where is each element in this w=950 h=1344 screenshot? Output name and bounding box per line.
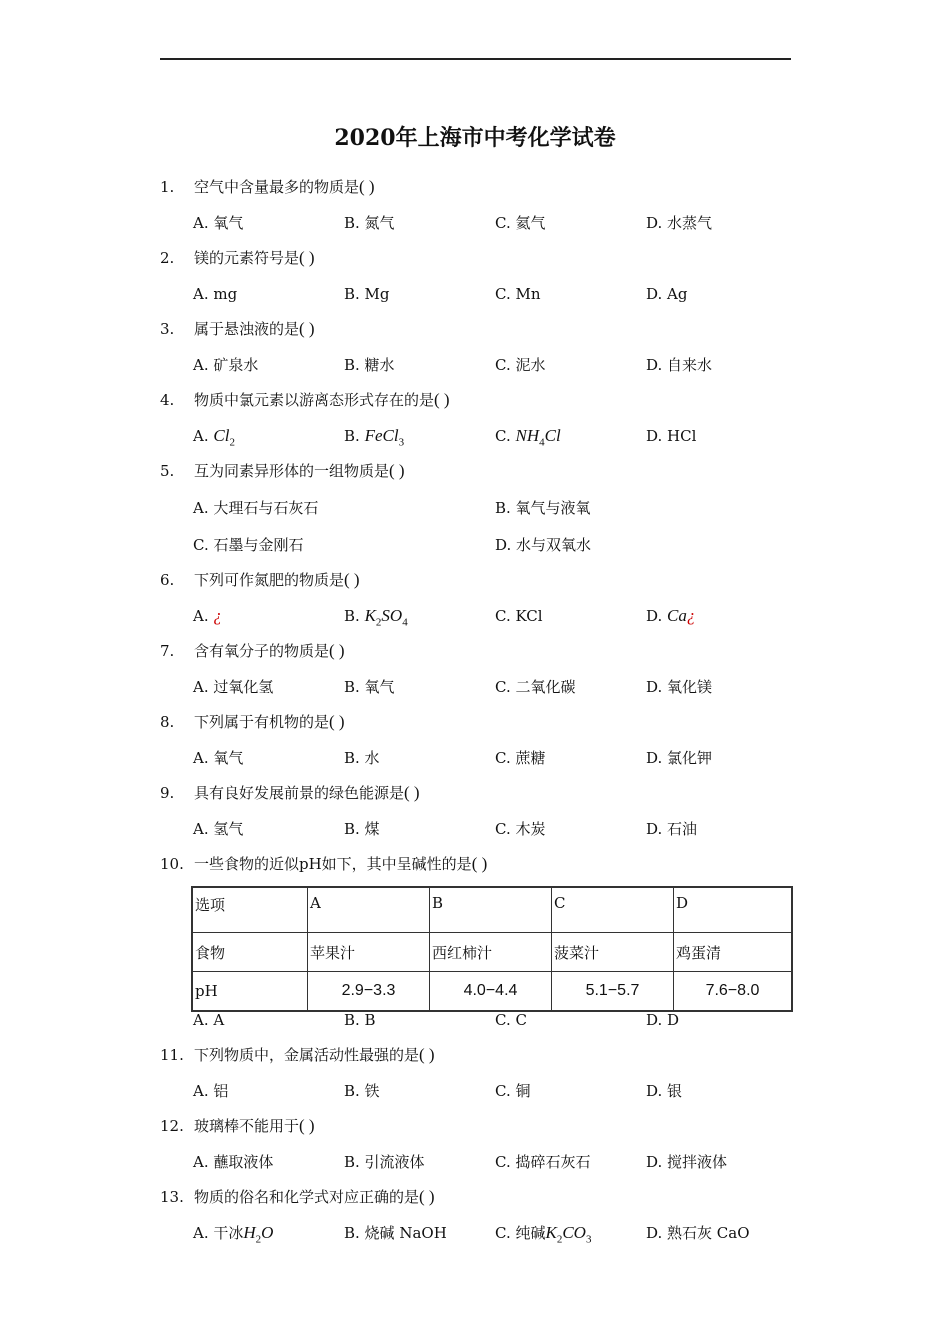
question-13: 13. 物质的俗名和化学式对应正确的是( ) <box>160 1187 435 1206</box>
formula-k2co3: $K_2CO_3$ <box>545 1223 592 1246</box>
option-a[interactable]: A. 氧气 <box>193 749 244 767</box>
option-d[interactable]: D. 熟石灰 CaO <box>646 1224 750 1242</box>
option-a[interactable]: A. 大理石与石灰石 <box>193 499 319 517</box>
table-row: pH 2.9−3.3 4.0−4.4 5.1−5.7 7.6−8.0 <box>192 972 792 1012</box>
question-9: 9. 具有良好发展前景的绿色能源是( ) <box>160 783 420 802</box>
option-c[interactable]: C. 石墨与金刚石 <box>193 536 304 554</box>
option-d[interactable]: D. D <box>646 1011 680 1029</box>
question-2: 2. 镁的元素符号是( ) <box>160 248 315 267</box>
option-d[interactable]: D. 水蒸气 <box>646 214 713 232</box>
option-b[interactable]: B. 水 <box>344 749 380 767</box>
option-b[interactable]: B. 氧气 <box>344 678 395 696</box>
option-a[interactable]: A. 干冰$H_2O$ <box>193 1223 274 1246</box>
option-d[interactable]: D. 自来水 <box>646 356 713 374</box>
table-row: 食物 苹果汁 西红柿汁 菠菜汁 鸡蛋清 <box>192 933 792 972</box>
option-b[interactable]: B. 氮气 <box>344 214 395 232</box>
option-c[interactable]: C. 二氧化碳 <box>495 678 576 696</box>
option-d[interactable]: D. Ca¿ <box>646 606 696 625</box>
question-5: 5. 互为同素异形体的一组物质是( ) <box>160 461 405 480</box>
ph-table <box>191 886 793 1012</box>
question-10: 10. 一些食物的近似pH如下，其中呈碱性的是( ) <box>160 854 488 873</box>
option-c[interactable]: C. Mn <box>495 285 541 303</box>
question-8: 8. 下列属于有机物的是( ) <box>160 712 345 731</box>
option-d[interactable]: D. HCl <box>646 427 697 445</box>
option-b[interactable]: B. $K_2SO_4$ <box>344 606 408 629</box>
option-d[interactable]: D. 搅拌液体 <box>646 1153 728 1171</box>
option-c[interactable]: C. 氦气 <box>495 214 546 232</box>
option-a[interactable]: A. 过氧化氢 <box>193 678 274 696</box>
formula-h2o: $H_2O$ <box>243 1223 274 1246</box>
header-rule <box>160 58 791 60</box>
formula-k2so4: $K_2SO_4$ <box>364 606 408 629</box>
question-3: 3. 属于悬浊液的是( ) <box>160 319 315 338</box>
option-b[interactable]: B. FeCl$_3$ <box>344 426 405 449</box>
option-a[interactable]: A. 氢气 <box>193 820 244 838</box>
option-d[interactable]: D. 银 <box>646 1082 683 1100</box>
option-a[interactable]: A. 蘸取液体 <box>193 1153 274 1171</box>
formula-ca: Ca¿ <box>667 606 696 625</box>
option-a[interactable]: A. 铝 <box>193 1082 229 1100</box>
question-7: 7. 含有氧分子的物质是( ) <box>160 641 345 660</box>
missing-glyph: ¿ <box>213 606 222 625</box>
question-4: 4. 物质中氯元素以游离态形式存在的是( ) <box>160 390 450 409</box>
option-b[interactable]: B. 铁 <box>344 1082 380 1100</box>
option-c[interactable]: C. 铜 <box>495 1082 531 1100</box>
question-12: 12. 玻璃棒不能用于( ) <box>160 1116 315 1135</box>
option-b[interactable]: B. 煤 <box>344 820 380 838</box>
option-b[interactable]: B. 糖水 <box>344 356 395 374</box>
option-d[interactable]: D. Ag <box>646 285 688 303</box>
formula-cl2: $Cl_2$ <box>213 426 235 449</box>
option-a[interactable]: A. 氧气 <box>193 214 244 232</box>
option-d[interactable]: D. 水与双氧水 <box>495 536 592 554</box>
option-b[interactable]: B. 氧气与液氧 <box>495 499 591 517</box>
option-a[interactable]: A. ¿ <box>193 606 222 625</box>
option-d[interactable]: D. 氯化钾 <box>646 749 713 767</box>
option-b[interactable]: B. B <box>344 1011 376 1029</box>
option-d[interactable]: D. 氧化镁 <box>646 678 713 696</box>
option-a[interactable]: A. A <box>193 1011 225 1029</box>
option-a[interactable]: A. $Cl_2$ <box>193 426 235 449</box>
option-b[interactable]: B. 烧碱 NaOH <box>344 1224 447 1242</box>
formula-nh4cl: $NH_4Cl$ <box>515 426 561 449</box>
option-a[interactable]: A. 矿泉水 <box>193 356 259 374</box>
option-c[interactable]: C. 木炭 <box>495 820 546 838</box>
formula-fecl3: FeCl$_3$ <box>364 426 405 449</box>
option-c[interactable]: C. $NH_4Cl$ <box>495 426 561 449</box>
option-b[interactable]: B. Mg <box>344 285 390 303</box>
option-a[interactable]: A. mg <box>193 285 238 303</box>
question-11: 11. 下列物质中，金属活动性最强的是( ) <box>160 1045 435 1064</box>
page-title: 2020年上海市中考化学试卷 <box>334 125 616 151</box>
option-c[interactable]: C. KCl <box>495 607 543 625</box>
option-d[interactable]: D. 石油 <box>646 820 698 838</box>
question-1: 1. 空气中含量最多的物质是( ) <box>160 177 375 196</box>
question-6: 6. 下列可作氮肥的物质是( ) <box>160 570 360 589</box>
option-c[interactable]: C. 纯碱$K_2CO_3$ <box>495 1223 592 1246</box>
option-b[interactable]: B. 引流液体 <box>344 1153 425 1171</box>
option-c[interactable]: C. 捣碎石灰石 <box>495 1153 591 1171</box>
option-c[interactable]: C. 蔗糖 <box>495 749 546 767</box>
option-c[interactable]: C. 泥水 <box>495 356 546 374</box>
option-c[interactable]: C. C <box>495 1011 527 1029</box>
table-row: 选项 A B C D <box>192 887 792 933</box>
